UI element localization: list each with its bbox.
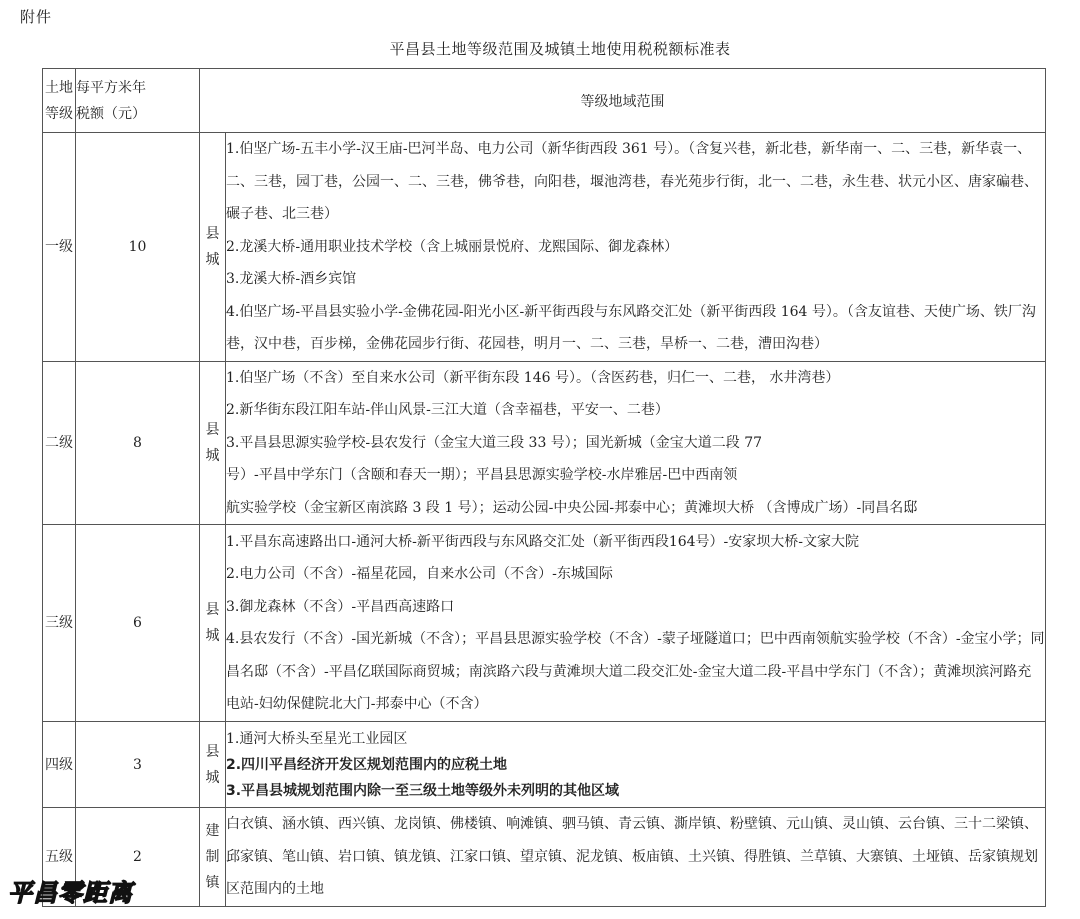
table-header-row — [43, 69, 1046, 133]
header-grade — [43, 69, 76, 133]
table-row — [43, 722, 1046, 808]
zone-cell — [200, 361, 226, 525]
area-description — [226, 722, 1046, 808]
area-description — [226, 361, 1046, 525]
area-line: 航实验学校（金宝新区南滨路 3 段 1 号）；运动公园-中央公园-邦泰中心；黄滩坝大桥 （含博成广场）-同昌名邸 — [226, 499, 918, 516]
header-rate — [76, 69, 200, 133]
tax-rate-table — [42, 68, 1046, 907]
area-line: 4.县农发行（不含）-国光新城（不含）；平昌县思源实验学校（不含）-蒙子垭隧道口；巴中西南领航实验学校（不含）-金宝小学；同昌名邸（不含）-平昌亿联国际商贸城；南滨路六段与黄滩坝大道二段交汇处-金宝大道二段-平昌中学东门（不含）；黄滩坝滨河路充电站-妇幼保健院北大门-邦泰中心（不含） — [226, 631, 1045, 712]
zone-cell — [200, 525, 226, 722]
area-line: 3.御龙森林（不含）-平昌西高速路口 — [226, 598, 455, 615]
document-title: 平昌县土地等级范围及城镇土地使用税税额标准表 — [389, 40, 731, 58]
zone-char: 县 — [205, 743, 220, 760]
zone-char: 城 — [205, 769, 220, 786]
table-row — [43, 525, 1046, 722]
zone-char: 城 — [205, 447, 220, 464]
rate-cell: 8 — [76, 361, 200, 525]
grade-cell: 一级 — [43, 133, 76, 362]
grade-cell: 五级 — [43, 808, 76, 907]
table-row — [43, 808, 1046, 907]
zone-char: 城 — [205, 251, 220, 268]
rate-cell: 3 — [76, 722, 200, 808]
area-line: 1.伯坚广场-五丰小学-汉王庙-巴河半岛、电力公司（新华街西段 361 号）。（含复兴巷，新北巷，新华南一、二、三巷，新华袁一、二、三巷，园丁巷，公园一、二、三巷，佛爷巷，向阳巷，堰池湾巷，春光苑步行街，北一、二巷，永生巷、状元小区、唐家碥巷、碾子巷、北三巷） — [226, 141, 1038, 222]
area-line: 1.通河大桥头至星光工业园区 — [226, 730, 408, 747]
header-rate-line: 税额（元） — [76, 105, 146, 122]
zone-char: 县 — [205, 225, 220, 242]
annex-label: 附件 — [20, 8, 53, 26]
zone-cell — [200, 133, 226, 362]
rate-cell: 2 — [76, 808, 200, 907]
area-line: 2.电力公司（不含）-福星花园，自来水公司（不含）-东城国际 — [226, 566, 613, 582]
table-row — [43, 133, 1046, 362]
zone-char: 县 — [205, 421, 220, 438]
area-line: 4.伯坚广场-平昌县实验小学-金佛花园-阳光小区-新平街西段与东风路交汇处（新平街西段 164 号）。（含友谊巷、天使广场、铁厂沟巷，汉中巷，百步梯，金佛花园步行街、花园巷，明月一、二、三巷，旱桥一、二巷，漕田沟巷） — [226, 303, 1036, 352]
area-line: 2.龙溪大桥-通用职业技术学校（含上城丽景悦府、龙熙国际、御龙森林） — [226, 238, 679, 255]
area-description — [226, 133, 1046, 362]
zone-cell — [200, 808, 226, 907]
area-line-bold: 2.四川平昌经济开发区规划范围内的应税土地 — [226, 756, 508, 773]
zone-char: 县 — [205, 602, 220, 618]
area-description — [226, 525, 1046, 722]
zone-char: 制 — [205, 848, 220, 865]
table-row — [43, 361, 1046, 525]
grade-cell: 三级 — [43, 525, 76, 722]
area-line: 1.伯坚广场（不含）至自来水公司（新平街东段 146 号）。（含医药巷，归仁一、二巷， 水井湾巷） — [226, 369, 840, 386]
header-grade-line: 土地 — [45, 79, 73, 96]
grade-cell: 二级 — [43, 361, 76, 525]
zone-cell — [200, 722, 226, 808]
area-description — [226, 808, 1046, 907]
header-grade-line: 等级 — [45, 105, 73, 122]
area-line-bold: 3.平昌县城规划范围内除一至三级土地等级外未列明的其他区域 — [226, 782, 620, 799]
zone-char: 镇 — [205, 874, 220, 891]
area-line: 3.龙溪大桥-酒乡宾馆 — [226, 271, 357, 287]
rate-cell: 10 — [76, 133, 200, 362]
zone-char: 建 — [205, 822, 220, 839]
header-rate-line: 每平方米年 — [76, 79, 146, 96]
header-area: 等级地域范围 — [200, 69, 1046, 133]
rate-cell: 6 — [76, 525, 200, 722]
area-line: 1.平昌东高速路出口-通河大桥-新平街西段与东风路交汇处（新平街西段164号）-安家坝大桥-文家大院 — [226, 533, 859, 550]
area-line: 白衣镇、涵水镇、西兴镇、龙岗镇、佛楼镇、响滩镇、驷马镇、青云镇、澌岸镇、粉壁镇、元山镇、灵山镇、云台镇、三十二梁镇、邱家镇、笔山镇、岩口镇、镇龙镇、江家口镇、望京镇、泥龙镇、板庙镇、土兴镇、得胜镇、兰草镇、大寨镇、土垭镇、岳家镇规划区范围内的土地 — [226, 816, 1038, 897]
area-line: 2.新华街东段江阳车站-伴山风景-三江大道（含幸福巷，平安一、二巷） — [226, 402, 669, 418]
grade-cell: 四级 — [43, 722, 76, 808]
zone-char: 城 — [205, 628, 220, 644]
watermark-logo: 平昌零距离 — [8, 879, 133, 907]
area-line: 3.平昌县思源实验学校-县农发行（金宝大道三段 33 号）；国光新城（金宝大道二段 77 — [226, 434, 763, 451]
area-line: 号）-平昌中学东门（含颐和春天一期）；平昌县思源实验学校-水岸雅居-巴中西南领 — [226, 467, 738, 483]
